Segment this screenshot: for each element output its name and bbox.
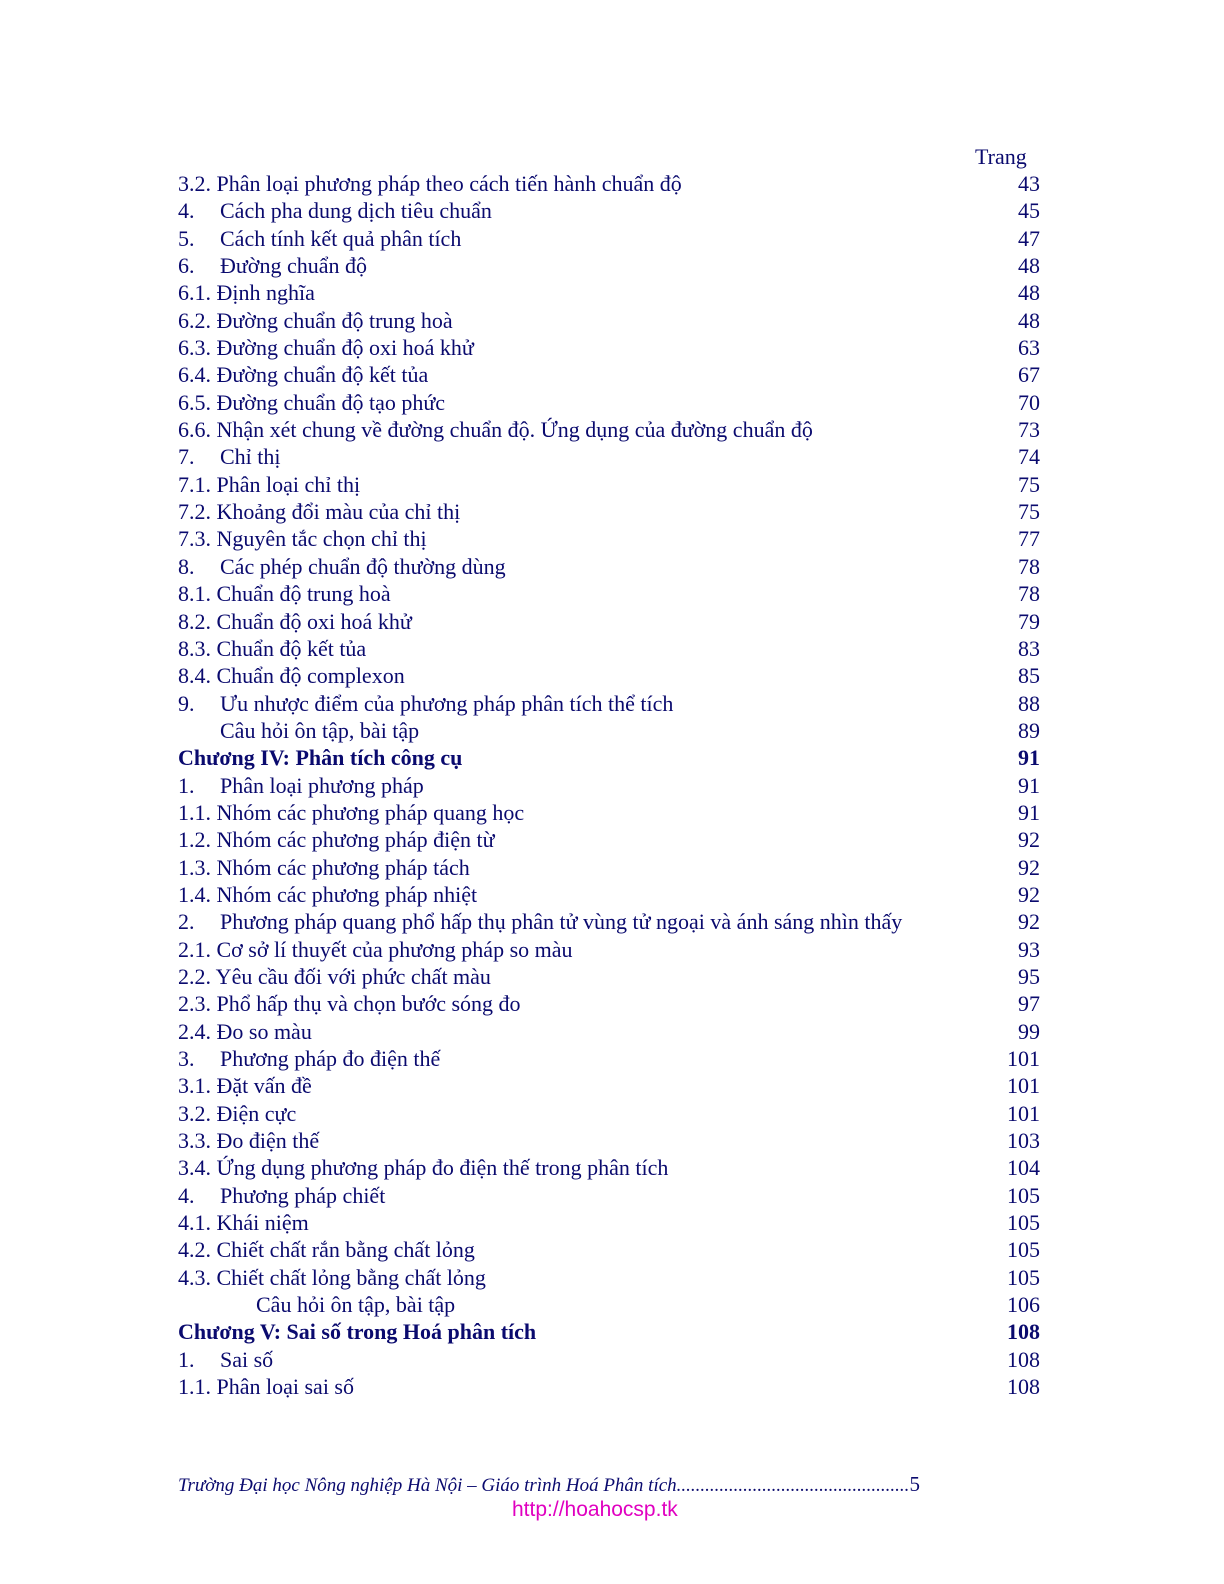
toc-entry-page: 105 [1007, 1210, 1040, 1236]
toc-entry-page: 75 [1018, 499, 1040, 525]
toc-entry-page: 99 [1018, 1018, 1040, 1044]
toc-entry-title: 4.2. Chiết chất rắn bằng chất lỏng [178, 1237, 475, 1263]
toc-entry-number: 4. [178, 1182, 195, 1208]
toc-entry-title: Đường chuẩn độ [220, 253, 367, 279]
toc-entry [178, 197, 1078, 224]
toc-entry [178, 170, 1078, 197]
page-column-label: Trang [975, 144, 1027, 169]
toc-entry-number: 4. [178, 198, 195, 224]
footer-text: Trường Đại học Nông nghiệp Hà Nội – Giáo trình Hoá Phân tích................................................. [178, 1475, 910, 1496]
toc-entry-page: 48 [1018, 307, 1040, 333]
toc-entry-page: 95 [1018, 963, 1040, 989]
toc-entry-page: 105 [1007, 1182, 1040, 1208]
toc-entry [178, 279, 1078, 306]
toc-entry-page: 97 [1018, 991, 1040, 1017]
toc-entry-title: 3.4. Ứng dụng phương pháp đo điện thế trong phân tích [178, 1155, 669, 1181]
toc-entry-page: 105 [1007, 1237, 1040, 1263]
toc-entry [178, 1072, 1078, 1099]
toc-entry-title: 6.1. Định nghĩa [178, 280, 315, 306]
toc-entry-title: Chương V: Sai số trong Hoá phân tích [178, 1319, 537, 1345]
toc-entry-page: 43 [1018, 171, 1040, 196]
toc-entry-page: 106 [1007, 1292, 1040, 1318]
toc-entry [178, 580, 1078, 607]
toc-entry [178, 635, 1078, 662]
toc-entry-page: 48 [1018, 253, 1040, 279]
toc-entry [178, 1127, 1078, 1154]
toc-entry-title: 4.1. Khái niệm [178, 1210, 309, 1236]
toc-entry-page: 74 [1018, 444, 1040, 470]
toc-entry-number: 3. [178, 1046, 195, 1071]
toc-entry-title: 8.4. Chuẩn độ complexon [178, 663, 405, 689]
toc-entry-title: 1.1. Nhóm các phương pháp quang học [178, 799, 525, 825]
toc-entry-title: 8.1. Chuẩn độ trung hoà [178, 581, 391, 607]
toc-entry-page: 89 [1018, 717, 1040, 743]
toc-entry [178, 1100, 1078, 1127]
toc-entry [178, 443, 1078, 470]
toc-entry-title: 2.1. Cơ sở lí thuyết của phương pháp so màu [178, 936, 573, 962]
toc-entry [178, 854, 1078, 881]
toc-entry-page: 91 [1018, 745, 1040, 771]
toc-entry-title: Các phép chuẩn độ thường dùng [220, 553, 506, 579]
toc-entry-number: 5. [178, 225, 195, 251]
toc-entry-page: 101 [1007, 1100, 1040, 1126]
toc-entry [178, 471, 1078, 498]
table-of-contents [178, 170, 1078, 1400]
toc-entry [178, 1045, 1078, 1072]
toc-entry-page: 92 [1018, 881, 1040, 907]
toc-entry-title: 3.1. Đặt vấn đề [178, 1073, 312, 1099]
footer-page-number: 5 [909, 1472, 920, 1496]
toc-entry-title: 6.6. Nhận xét chung về đường chuẩn độ. Ứng dụng của đường chuẩn độ [178, 417, 813, 443]
toc-entry [178, 1236, 1078, 1263]
toc-entry-page: 93 [1018, 936, 1040, 962]
toc-entry [178, 717, 1078, 744]
toc-entry [178, 1018, 1078, 1045]
page-footer [178, 1472, 998, 1498]
toc-entry-page: 104 [1007, 1155, 1040, 1181]
toc-entry-title: 7.1. Phân loại chỉ thị [178, 471, 361, 497]
toc-entry [178, 608, 1078, 635]
toc-entry-title: Chương IV: Phân tích công cụ [178, 745, 463, 771]
toc-entry-title: Phương pháp đo điện thế [220, 1046, 441, 1071]
toc-entry-title: 3.2. Phân loại phương pháp theo cách tiến hành chuẩn độ [178, 171, 682, 196]
toc-entry-title: Cách tính kết quả phân tích [220, 225, 462, 251]
toc-entry-page: 92 [1018, 854, 1040, 880]
toc-entry-title: 6.3. Đường chuẩn độ oxi hoá khử [178, 335, 474, 361]
toc-entry-number: 8. [178, 553, 195, 579]
toc-entry-title: 6.5. Đường chuẩn độ tạo phức [178, 389, 446, 415]
toc-entry-page: 91 [1018, 772, 1040, 798]
toc-entry-page: 67 [1018, 362, 1040, 388]
toc-entry-number: 1. [178, 1346, 195, 1372]
toc-entry-page: 78 [1018, 581, 1040, 607]
toc-entry-page: 92 [1018, 909, 1040, 935]
toc-entry-page: 75 [1018, 471, 1040, 497]
toc-entry [178, 936, 1078, 963]
toc-entry [178, 334, 1078, 361]
toc-entry-title: 6.2. Đường chuẩn độ trung hoà [178, 307, 453, 333]
toc-entry [178, 772, 1078, 799]
toc-entry-page: 108 [1007, 1346, 1040, 1372]
toc-entry-title: 2.2. Yêu cầu đối với phức chất màu [178, 963, 491, 989]
toc-entry [178, 662, 1078, 689]
toc-entry [178, 525, 1078, 552]
toc-entry-page: 78 [1018, 553, 1040, 579]
toc-entry [178, 1291, 1078, 1318]
toc-entry [178, 1154, 1078, 1181]
toc-entry-page: 77 [1018, 526, 1040, 552]
toc-entry [178, 963, 1078, 990]
toc-entry-page: 79 [1018, 608, 1040, 634]
toc-entry [178, 799, 1078, 826]
website-link[interactable]: http://hoahocsp.tk [512, 1498, 678, 1521]
toc-entry [178, 225, 1078, 252]
toc-entry-page: 73 [1018, 417, 1040, 443]
toc-entry [178, 881, 1078, 908]
toc-entry-page: 101 [1007, 1046, 1040, 1071]
toc-entry-title: 4.3. Chiết chất lỏng bằng chất lỏng [178, 1264, 486, 1290]
toc-entry-title: 3.2. Điện cực [178, 1100, 297, 1126]
toc-entry-title: Phân loại phương pháp [220, 772, 424, 798]
toc-entry-title: 2.3. Phổ hấp thụ và chọn bước sóng đo [178, 991, 521, 1017]
toc-entry-title: 1.2. Nhóm các phương pháp điện từ [178, 827, 495, 853]
toc-entry-title: 3.3. Đo điện thế [178, 1128, 320, 1154]
toc-entry-title: 1.3. Nhóm các phương pháp tách [178, 854, 470, 880]
toc-entry [178, 498, 1078, 525]
toc-entry-title: 7.2. Khoảng đổi màu của chỉ thị [178, 499, 461, 525]
toc-entry-title: Câu hỏi ôn tập, bài tập [256, 1292, 456, 1318]
toc-entry-title: 8.2. Chuẩn độ oxi hoá khử [178, 608, 412, 634]
toc-entry-page: 70 [1018, 389, 1040, 415]
toc-entry-title: 7.3. Nguyên tắc chọn chỉ thị [178, 526, 427, 552]
toc-entry-title: Phương pháp quang phổ hấp thụ phân tử vùng tử ngoại và ánh sáng nhìn thấy [220, 909, 903, 935]
toc-entry [178, 908, 1078, 935]
toc-entry [178, 307, 1078, 334]
toc-entry-page: 88 [1018, 690, 1040, 716]
toc-entry [178, 1373, 1078, 1400]
toc-entry [178, 361, 1078, 388]
toc-entry-page: 108 [1007, 1374, 1040, 1400]
toc-entry [178, 1264, 1078, 1291]
toc-entry [178, 826, 1078, 853]
toc-entry [178, 690, 1078, 717]
toc-entry [178, 553, 1078, 580]
toc-entry-title: 2.4. Đo so màu [178, 1018, 312, 1044]
toc-entry-number: 9. [178, 690, 195, 716]
toc-entry-title: Chỉ thị [220, 444, 281, 470]
toc-entry-number: 1. [178, 772, 195, 798]
toc-entry [178, 416, 1078, 443]
toc-entry-page: 45 [1018, 198, 1040, 224]
toc-entry-page: 85 [1018, 663, 1040, 689]
toc-entry-page: 63 [1018, 335, 1040, 361]
toc-chapter-heading [178, 1318, 1078, 1345]
toc-entry-title: 1.4. Nhóm các phương pháp nhiệt [178, 881, 478, 907]
toc-entry-title: Ưu nhược điểm của phương pháp phân tích thể tích [220, 690, 674, 716]
toc-entry [178, 1209, 1078, 1236]
toc-chapter-heading [178, 744, 1078, 771]
toc-entry [178, 1182, 1078, 1209]
toc-entry-page: 108 [1007, 1319, 1040, 1345]
toc-entry-title: Sai số [220, 1346, 274, 1372]
toc-entry-page: 83 [1018, 635, 1040, 661]
toc-entry-title: Cách pha dung dịch tiêu chuẩn [220, 198, 492, 224]
toc-entry-page: 91 [1018, 799, 1040, 825]
toc-entry-page: 47 [1018, 225, 1040, 251]
toc-entry-title: 6.4. Đường chuẩn độ kết tủa [178, 362, 429, 388]
toc-entry-page: 105 [1007, 1264, 1040, 1290]
toc-entry-title: 1.1. Phân loại sai số [178, 1374, 354, 1400]
toc-entry-page: 48 [1018, 280, 1040, 306]
toc-entry-number: 7. [178, 444, 195, 470]
toc-entry-title: 8.3. Chuẩn độ kết tủa [178, 635, 367, 661]
toc-entry-page: 103 [1007, 1128, 1040, 1154]
toc-entry [178, 389, 1078, 416]
toc-entry-number: 2. [178, 909, 195, 935]
toc-entry-title: Câu hỏi ôn tập, bài tập [220, 717, 420, 743]
toc-entry [178, 1346, 1078, 1373]
toc-entry [178, 990, 1078, 1017]
toc-entry-page: 92 [1018, 827, 1040, 853]
toc-entry-page: 101 [1007, 1073, 1040, 1099]
toc-entry [178, 252, 1078, 279]
toc-entry-number: 6. [178, 253, 195, 279]
toc-entry-title: Phương pháp chiết [220, 1182, 386, 1208]
